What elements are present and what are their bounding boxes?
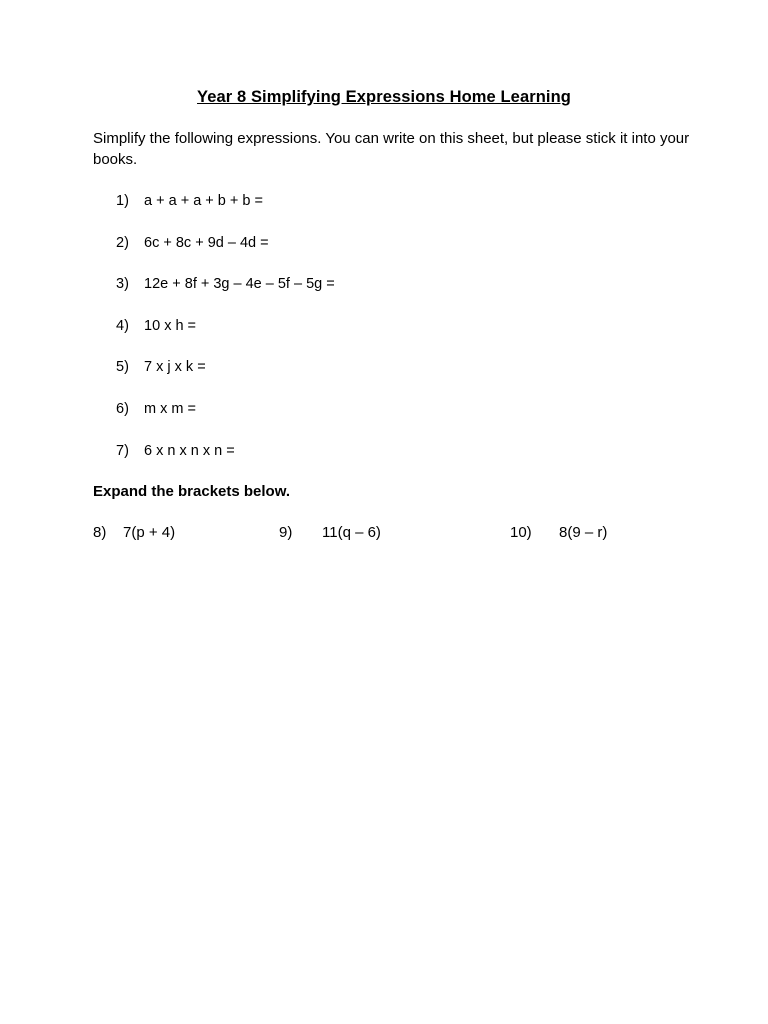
question-number: 1) xyxy=(116,193,129,209)
question-item xyxy=(116,273,335,315)
simplify-question-list xyxy=(116,190,335,481)
question-number: 5) xyxy=(116,359,129,376)
question-number: 10) xyxy=(510,524,532,541)
question-number: 8) xyxy=(93,524,107,541)
question-number: 6) xyxy=(116,400,129,417)
question-item xyxy=(116,356,335,398)
question-item xyxy=(116,315,335,357)
expand-heading: Expand the brackets below. xyxy=(93,483,290,500)
question-expression: 6 x n x n x n = xyxy=(144,442,235,459)
expand-question-10 xyxy=(510,522,608,543)
expand-question-9 xyxy=(279,522,381,543)
question-number: 4) xyxy=(116,317,129,334)
question-item xyxy=(116,440,335,482)
question-number: 2) xyxy=(116,234,129,251)
question-expression: a + a + a + b + b = xyxy=(144,193,263,209)
question-expression: 6c + 8c + 9d – 4d = xyxy=(144,234,269,251)
question-number: 7) xyxy=(116,442,129,459)
question-number: 9) xyxy=(279,524,293,541)
question-item xyxy=(116,398,335,440)
question-item xyxy=(116,232,335,274)
question-expression: m x m = xyxy=(144,400,196,417)
question-expression: 7(p + 4) xyxy=(123,524,176,541)
question-item xyxy=(116,190,335,232)
question-expression: 7 x j x k = xyxy=(144,359,206,376)
question-number: 3) xyxy=(116,276,129,293)
question-expression: 8(9 – r) xyxy=(559,524,608,541)
question-expression: 11(q – 6) xyxy=(322,524,381,541)
page-title: Year 8 Simplifying Expressions Home Learning xyxy=(197,88,571,106)
expand-question-8 xyxy=(93,522,176,543)
instructions: Simplify the following expressions. You can write on this sheet, but please stick it into your books. xyxy=(93,130,690,168)
question-expression: 10 x h = xyxy=(144,317,197,334)
question-expression: 12e + 8f + 3g – 4e – 5f – 5g = xyxy=(144,276,335,293)
